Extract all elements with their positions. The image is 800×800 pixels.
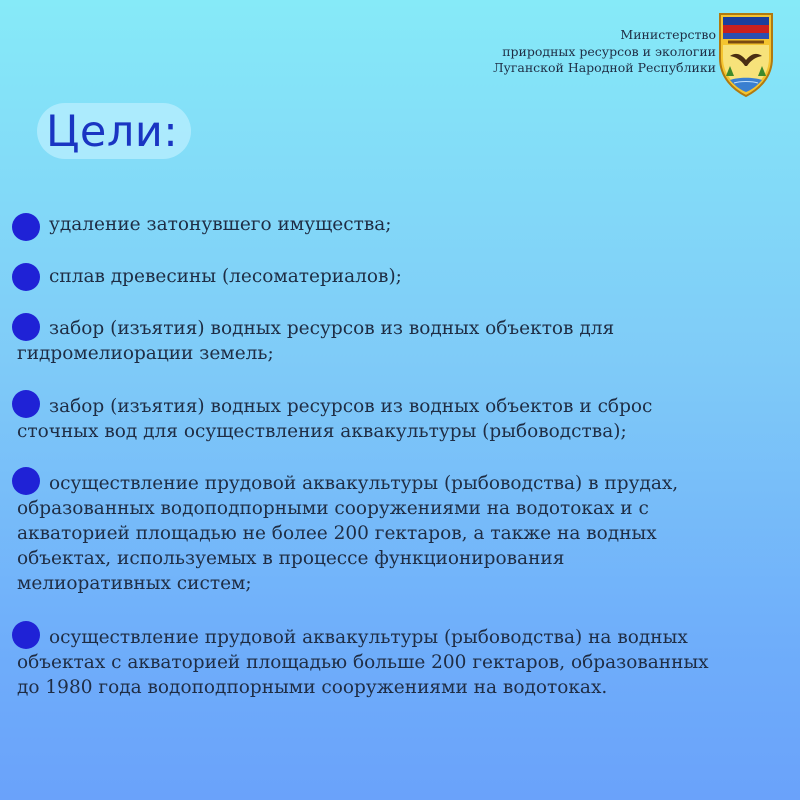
goal-line: объектах, используемых в процессе функционирования [17, 548, 565, 569]
list-item [17, 264, 787, 289]
goal-line: забор (изъятия) водных ресурсов из водных объектов и сброс [49, 396, 653, 417]
list-item [17, 212, 787, 237]
goal-line: удаление затонувшего имущества; [49, 214, 392, 235]
ministry-name-line-3: Луганской Народной Республики [493, 60, 716, 75]
goal-line: забор (изъятия) водных ресурсов из водных объектов для [49, 318, 615, 339]
goal-line: осуществление прудовой аквакультуры (рыбоводства) в прудах, [49, 473, 679, 494]
ministry-name-line-1: Министерство [620, 27, 716, 42]
list-item [17, 316, 787, 366]
list-item [17, 625, 787, 700]
goal-line: мелиоративных систем; [17, 573, 252, 594]
goal-line: гидромелиорации земель; [17, 343, 274, 364]
goal-line: сплав древесины (лесоматериалов); [49, 266, 402, 287]
goal-line: объектах с акваторией площадью больше 200 гектаров, образованных [17, 652, 709, 673]
list-item [17, 471, 787, 596]
goal-line: акваторией площадью не более 200 гектаров, а также на водных [17, 523, 657, 544]
goal-line: осуществление прудовой аквакультуры (рыбоводства) на водных [49, 627, 688, 648]
goal-line: образованных водоподпорными сооружениями на водотоках и с [17, 498, 649, 519]
goal-line: до 1980 года водоподпорными сооружениями на водотоках. [17, 677, 608, 698]
list-item [17, 394, 787, 444]
ministry-name-line-2: природных ресурсов и экологии [502, 43, 716, 59]
goal-line: сточных вод для осуществления аквакультуры (рыбоводства); [17, 421, 627, 442]
page-title: Цели: [46, 107, 179, 157]
